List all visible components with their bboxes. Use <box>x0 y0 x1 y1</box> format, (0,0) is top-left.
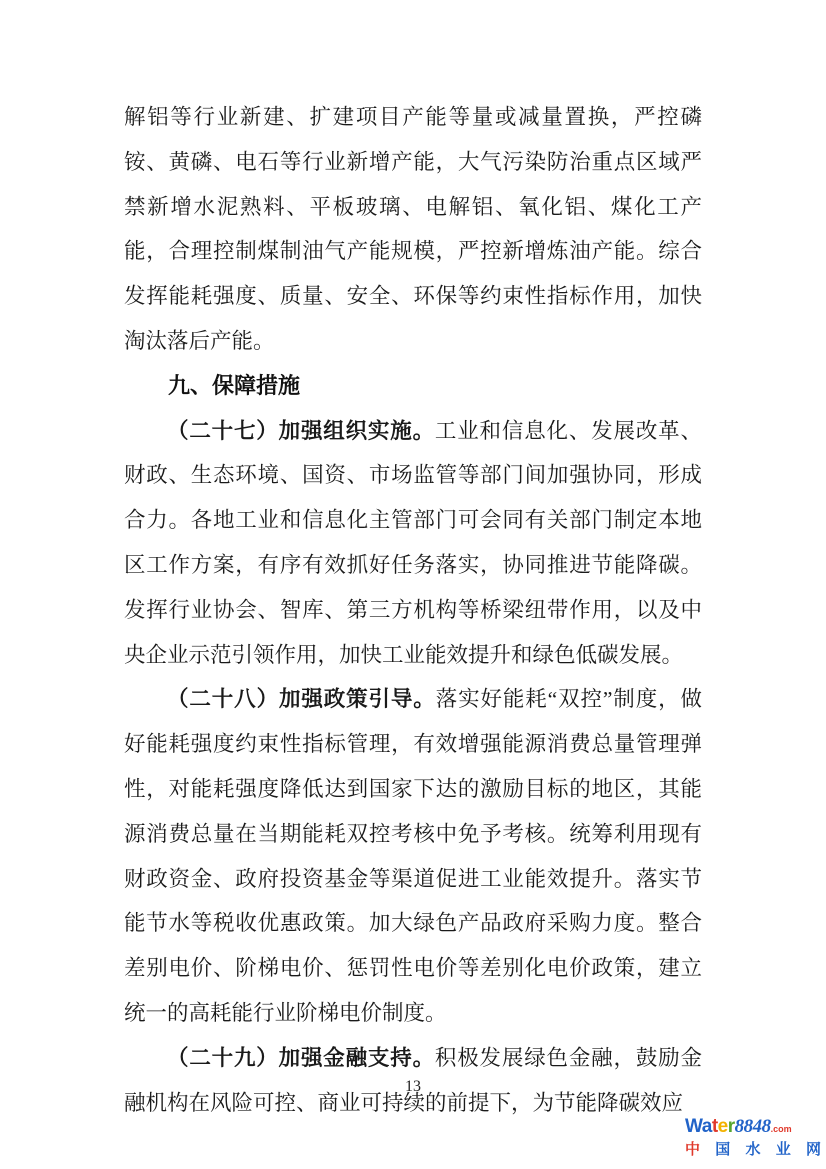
section-heading: 九、保障措施 <box>168 372 301 398</box>
logo-letter: 国 <box>715 1141 731 1158</box>
document-body <box>124 95 702 1125</box>
logo-com-text: .com <box>770 1124 792 1134</box>
paragraph-text: 落实好能耗“双控”制度，做好能耗强度约束性指标管理，有效增强能源消费总量管理弹性，对能耗强度降低达到国家下达的激励目标的地区，其能源消费总量在当期能耗双控考核中免予考核。统筹利用现有财政资金、政府投资基金等渠道促进工业能效提升。落实节能节水等税收优惠政策。加大绿色产品政府采购力度。整合差别电价、阶梯电价、惩罚性电价等差别化电价政策，建立统一的高耗能行业阶梯电价制度。 <box>124 687 702 1025</box>
logo-letter: t <box>711 1116 718 1137</box>
paragraph-27 <box>124 409 702 678</box>
paragraph-text: 积极发展绿色金融，鼓励金融机构在风险可控、商业可持续的前提下，为节能降碳效应 <box>124 1045 702 1115</box>
logo-letter: 业 <box>775 1141 791 1158</box>
page-number: 13 <box>405 1078 421 1095</box>
logo-letter: e <box>717 1116 728 1137</box>
logo-letter: a <box>701 1116 712 1137</box>
logo-letter: W <box>685 1116 702 1137</box>
logo-letter: r <box>727 1116 735 1137</box>
logo-water-text <box>685 1116 735 1137</box>
paragraph-text: 工业和信息化、发展改革、财政、生态环境、国资、市场监管等部门间加强协同，形成合力。各地工业和信息化主管部门可会同有关部门制定本地区工作方案，有序有效抓好任务落实，协同推进节能降碳。发挥行业协会、智库、第三方机构等桥梁纽带作用，以及中央企业示范引领作用，加快工业能效提升和绿色低碳发展。 <box>124 418 702 667</box>
paragraph-continuation <box>124 95 702 364</box>
logo-letter: 中 <box>685 1141 701 1158</box>
paragraph-28 <box>124 677 702 1035</box>
water8848-logo[interactable] <box>685 1116 821 1160</box>
logo-wordmark <box>685 1116 821 1140</box>
logo-letter: 网 <box>805 1141 821 1158</box>
paragraph-lead: （二十八）加强政策引导。 <box>167 687 436 712</box>
paragraph-lead: （二十七）加强组织实施。 <box>167 418 435 443</box>
logo-tagline <box>685 1140 821 1160</box>
paragraph-lead: （二十九）加强金融支持。 <box>167 1045 435 1070</box>
paragraph-text: 解铝等行业新建、扩建项目产能等量或减量置换，严控磷铵、黄磷、电石等行业新增产能，大气污染防治重点区域严禁新增水泥熟料、平板玻璃、电解铝、氧化铝、煤化工产能，合理控制煤制油气产能规模，严控新增炼油产能。综合发挥能耗强度、质量、安全、环保等约束性指标作用，加快淘汰落后产能。 <box>124 105 702 353</box>
logo-letter: 水 <box>745 1141 761 1158</box>
logo-8848-text: 8848 <box>734 1116 771 1137</box>
